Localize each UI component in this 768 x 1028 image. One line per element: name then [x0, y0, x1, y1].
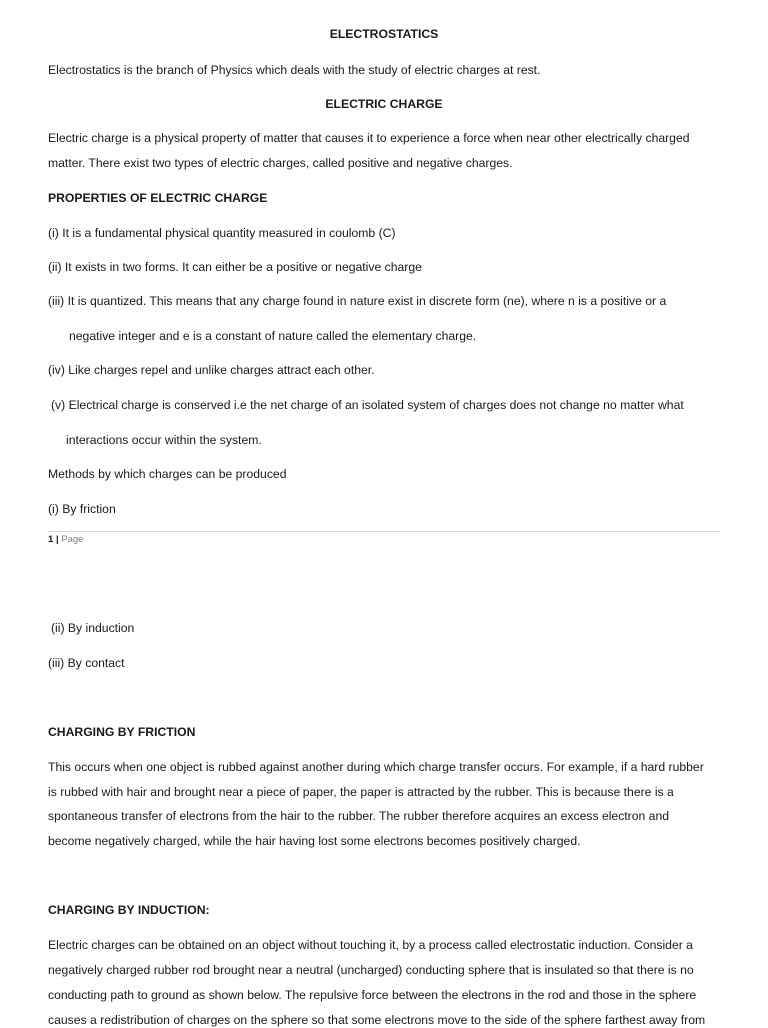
friction-paragraph-line-3: spontaneous transfer of electrons from the hair to the rubber. The rubber therefore acquires an excess electron and — [48, 809, 670, 823]
properties-heading: PROPERTIES OF ELECTRIC CHARGE — [48, 191, 268, 205]
page-number-separator: | — [55, 534, 59, 545]
property-item-3-line-1: (iii) It is quantized. This means that any charge found in nature exist in discrete form (ne), where n is a positive or a — [48, 294, 667, 308]
friction-paragraph-line-4: become negatively charged, while the hair having lost some electrons becomes positively charged. — [48, 834, 581, 848]
methods-intro: Methods by which charges can be produced — [48, 467, 287, 481]
page-number: 1 — [48, 534, 54, 545]
page-footer — [48, 534, 83, 546]
method-item-induction: (ii) By induction — [51, 621, 135, 635]
friction-paragraph-line-2: is rubbed with hair and brought near a piece of paper, the paper is attracted by the rubber. This is because there is a — [48, 785, 674, 799]
property-item-5-line-2: interactions occur within the system. — [66, 433, 262, 447]
induction-paragraph-line-4: causes a redistribution of charges on the sphere so that some electrons move to the side of the sphere farthest away from — [48, 1013, 706, 1027]
friction-paragraph-line-1: This occurs when one object is rubbed against another during which charge transfer occurs. For example, if a hard rubber — [48, 760, 704, 774]
induction-paragraph-line-1: Electric charges can be obtained on an object without touching it, by a process called electrostatic induction. Consider a — [48, 938, 693, 952]
intro-paragraph: Electrostatics is the branch of Physics which deals with the study of electric charges at rest. — [48, 63, 541, 77]
property-item-4: (iv) Like charges repel and unlike charges attract each other. — [48, 363, 375, 377]
property-item-2: (ii) It exists in two forms. It can either be a positive or negative charge — [48, 260, 422, 274]
induction-paragraph-line-2: negatively charged rubber rod brought near a neutral (uncharged) conducting sphere that is insulated so that there is no — [48, 963, 694, 977]
page-label: Page — [61, 534, 84, 545]
charge-definition-line-1: Electric charge is a physical property of matter that causes it to experience a force when near other electrically charged — [48, 131, 690, 145]
footer-divider — [48, 531, 720, 532]
electric-charge-heading: ELECTRIC CHARGE — [325, 97, 443, 111]
method-item-friction: (i) By friction — [48, 502, 116, 516]
friction-heading: CHARGING BY FRICTION — [48, 725, 196, 739]
induction-paragraph-line-3: conducting path to ground as shown below. The repulsive force between the electrons in the rod and those in the sphere — [48, 988, 697, 1002]
method-item-contact: (iii) By contact — [48, 656, 125, 670]
property-item-5-line-1: (v) Electrical charge is conserved i.e the net charge of an isolated system of charges does not change no matter what — [51, 398, 684, 412]
property-item-3-line-2: negative integer and e is a constant of nature called the elementary charge. — [69, 329, 477, 343]
property-item-1: (i) It is a fundamental physical quantity measured in coulomb (C) — [48, 226, 396, 240]
document-title: ELECTROSTATICS — [329, 27, 439, 41]
induction-heading: CHARGING BY INDUCTION: — [48, 903, 210, 917]
charge-definition-line-2: matter. There exist two types of electric charges, called positive and negative charges. — [48, 156, 513, 170]
